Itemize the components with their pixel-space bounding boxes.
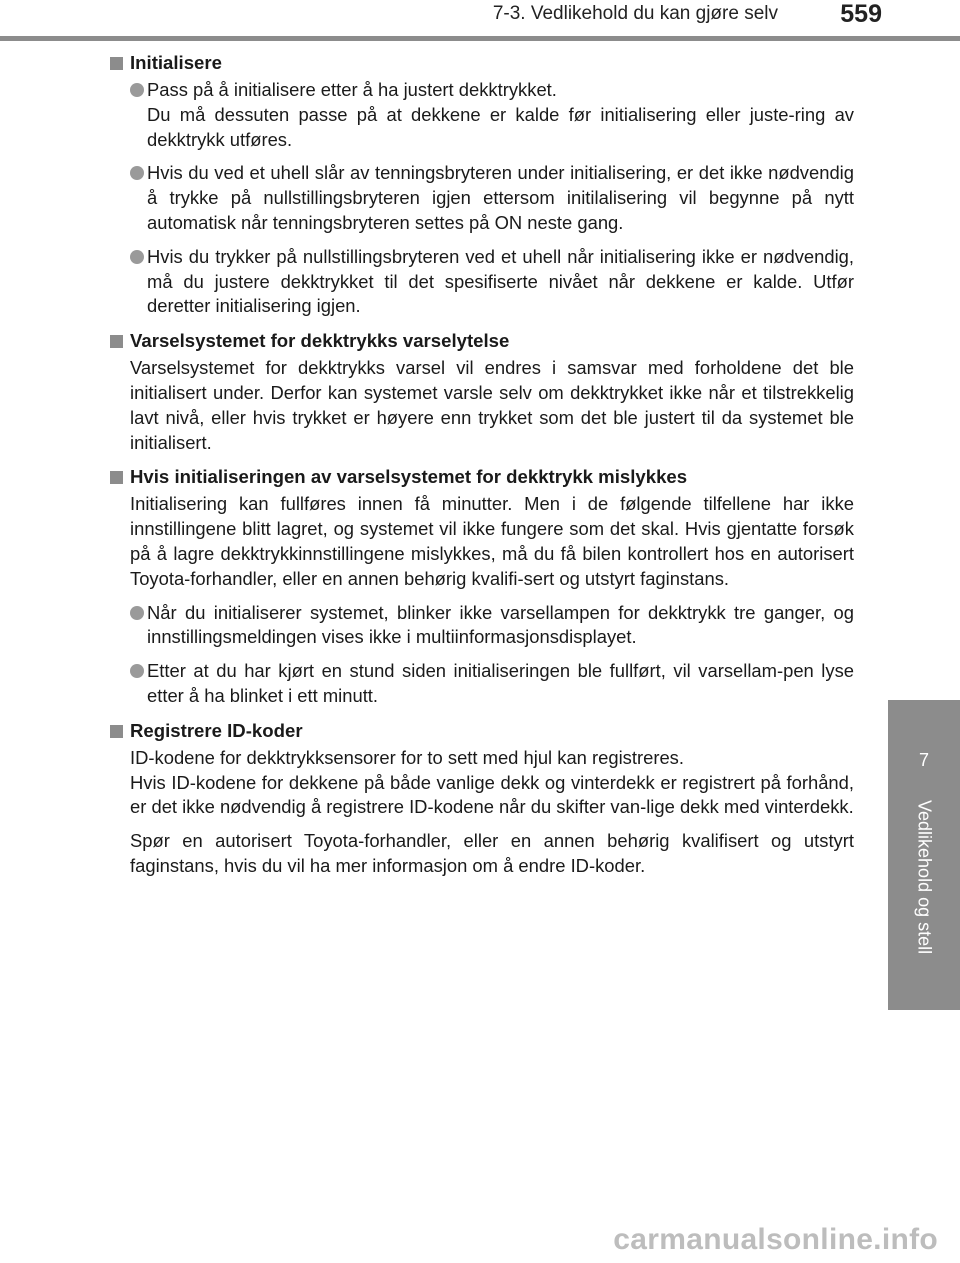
bullet-item (130, 659, 854, 709)
section-heading: Registrere ID-koder (108, 718, 854, 744)
section-initialisere (108, 50, 854, 319)
section-heading: Hvis initialiseringen av varselsystemet for dekktrykk mislykkes (108, 464, 854, 490)
bullet-text: Når du initialiserer systemet, blinker ikke varsellampen for dekktrykk tre ganger, og innstillingsmeldingen vises ikke i multiinformasjonsdisplayet. (147, 601, 854, 648)
chapter-side-tab (888, 700, 960, 1010)
section-heading: Initialisere (108, 50, 854, 76)
chapter-number: 7 (918, 750, 929, 770)
round-bullet-icon (130, 664, 144, 678)
body-paragraph: Varselsystemet for dekktrykks varsel vil endres i samsvar med forholdene det ble initialisert under. Derfor kan systemet varsle selv om dekktrykket ikke når et tilstrekkelig lavt nivå, eller hvis trykket er høyere enn trykket som det ble justert til da systemet ble initialisert. (130, 357, 854, 453)
bullet-item (130, 161, 854, 235)
header-rule (0, 36, 960, 41)
round-bullet-icon (130, 83, 144, 97)
section-initialisering-mislykkes (108, 464, 854, 708)
bullet-text: Pass på å initialisere etter å ha justert dekktrykket. (147, 79, 557, 100)
body-paragraph: Spør en autorisert Toyota-forhandler, eller en annen behørig kvalifisert og utstyrt faginstans, hvis du vil ha mer informasjon om å endre ID-koder. (130, 830, 854, 876)
round-bullet-icon (130, 606, 144, 620)
watermark-logo: carmanualsonline.info (613, 1223, 938, 1256)
bullet-text: Etter at du har kjørt en stund siden initialiseringen ble fullført, vil varsellam-pen lyse etter å ha blinket i ett minutt. (147, 660, 854, 706)
square-bullet-icon (110, 725, 123, 738)
bullet-text: Hvis du ved et uhell slår av tenningsbryteren under initialisering, er det ikke nødvendig å trykke på nullstillingsbryteren igjen ettersom initilalisering vil begynne på nytt automatisk når tenningsbryteren settes på ON neste gang. (147, 162, 854, 233)
section-title: 7-3. Vedlikehold du kan gjøre selv (492, 3, 778, 24)
round-bullet-icon (130, 166, 144, 180)
section-registrere-id-koder (108, 718, 854, 879)
square-bullet-icon (110, 471, 123, 484)
chapter-title: Vedlikehold og stell (914, 800, 935, 955)
bullet-item (130, 245, 854, 319)
bullet-text: Hvis du trykker på nullstillingsbryteren ved et uhell når initialisering ikke er nødvendig, må du justere dekktrykket til det spesifiserte nivået når dekkene er kalde. Utfør deretter initialisering igjen. (147, 245, 854, 317)
section-heading: Varselsystemet for dekktrykks varselytelse (108, 328, 854, 354)
body-paragraph: ID-kodene for dekktrykksensorer for to sett med hjul kan registreres. (130, 746, 684, 768)
round-bullet-icon (130, 250, 144, 264)
square-bullet-icon (110, 57, 123, 70)
bullet-item (130, 78, 854, 152)
square-bullet-icon (110, 335, 123, 348)
body-paragraph: Hvis ID-kodene for dekkene på både vanlige dekk og vinterdekk er registrert på forhånd, er det ikke nødvendig å registrere ID-kodene når du skifter van-lige dekk med vinterdekk. (130, 771, 854, 818)
body-paragraph: Initialisering kan fullføres innen få minutter. Men i de følgende tilfellene har ikke innstillingene blitt lagret, og systemet vil ikke fungere som det skal. Hvis gjentatte forsøk på å lagre dekktrykkinnstillingene mislykkes, må du få bilen kontrollert hos en autorisert Toyota-forhandler, eller en annen behørig kvalifi-sert og utstyrt faginstans. (130, 493, 854, 589)
page-header (0, 0, 960, 44)
section-varselytelse (108, 328, 854, 455)
bullet-item (130, 601, 854, 651)
page-content (108, 50, 854, 888)
bullet-text: Du må dessuten passe på at dekkene er kalde før initialisering eller juste-ring av dekktrykk utføres. (147, 103, 854, 150)
page-number: 559 (840, 0, 882, 28)
